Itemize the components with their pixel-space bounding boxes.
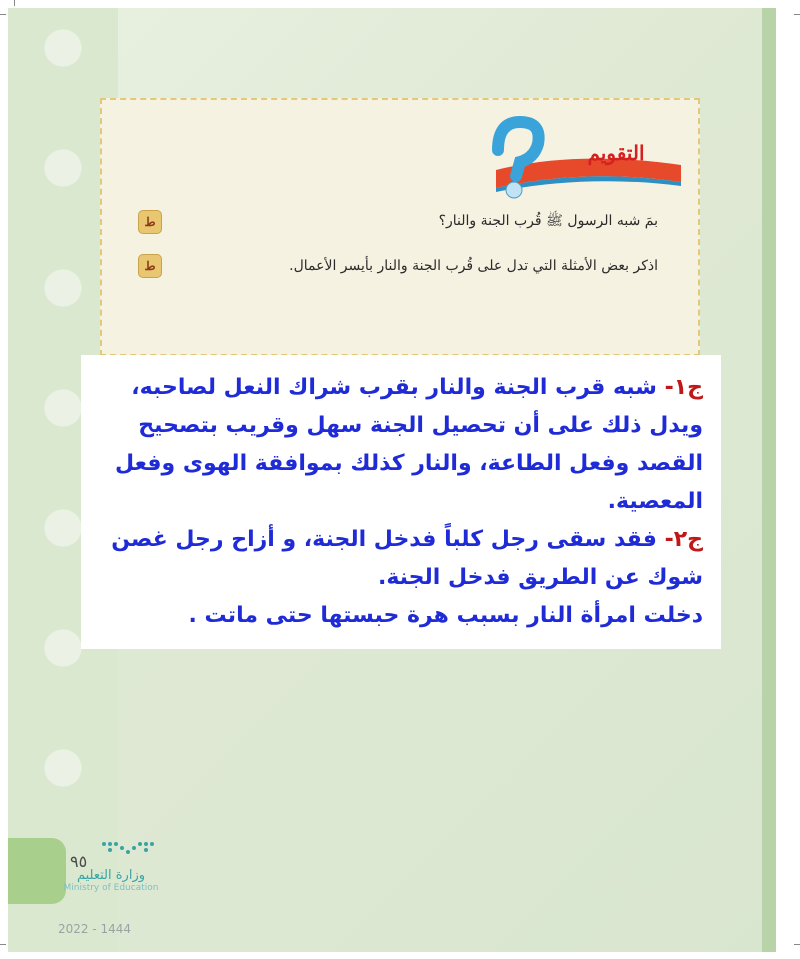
ministry-logo-icon: [100, 838, 160, 864]
answer-2-line-2: شوك عن الطريق فدخل الجنة.: [377, 565, 703, 590]
answer-1-line-2: ويدل ذلك على أن تحصيل الجنة سهل وقريب بتصحيح: [138, 413, 703, 438]
question-bullet-icon: ط: [138, 254, 162, 278]
edition-year: 2022 - 1444: [58, 922, 132, 936]
ministry-name-ar: وزارة التعليم: [76, 868, 146, 883]
crop-mark: [794, 944, 800, 945]
question-item: [138, 210, 658, 234]
crop-mark: [0, 14, 6, 15]
question-list: [138, 210, 658, 298]
answer-1-line-1: [93, 369, 703, 407]
answer-1-label: ج١-: [664, 375, 703, 400]
answer-1-text: شبه قرب الجنة والنار بقرب شراك النعل لصاحبه،: [131, 375, 665, 400]
question-text: بمَ شبه الرسول ﷺ قُرب الجنة والنار؟: [438, 213, 658, 229]
answer-2-label: ج٢-: [664, 527, 703, 552]
answer-2-line-3: دخلت امرأة النار بسبب هرة حبستها حتى ماتت .: [188, 603, 703, 628]
ministry-name-en: Ministry of Education: [63, 883, 159, 893]
page-edge: [762, 8, 776, 952]
crop-mark: [794, 14, 800, 15]
page-footer: [8, 838, 168, 948]
answer-2-text: فقد سقى رجل كلباً فدخل الجنة، و أزاح رجل غصن: [111, 527, 665, 552]
evaluation-box: [100, 98, 700, 356]
crop-mark: [0, 944, 6, 945]
evaluation-title: التقويم: [587, 141, 645, 165]
question-mark-dot-icon: [506, 182, 522, 198]
answer-1-line-4: المعصية.: [607, 489, 703, 514]
answers-overlay: [81, 355, 721, 649]
page-number: ٩٥: [70, 852, 88, 871]
ministry-branding: [56, 868, 166, 893]
answer-2-line-1: [93, 521, 703, 559]
answers-text: [93, 369, 703, 635]
textbook-page: [8, 8, 776, 952]
answer-1-line-3: القصد وفعل الطاعة، والنار كذلك بموافقة الهوى وفعل: [115, 451, 703, 476]
crop-mark: [14, 0, 15, 6]
question-text: اذكر بعض الأمثلة التي تدل على قُرب الجنة والنار بأيسر الأعمال.: [289, 258, 658, 274]
question-bullet-icon: ط: [138, 210, 162, 234]
question-item: [138, 254, 658, 278]
evaluation-header-graphic: [486, 110, 686, 200]
